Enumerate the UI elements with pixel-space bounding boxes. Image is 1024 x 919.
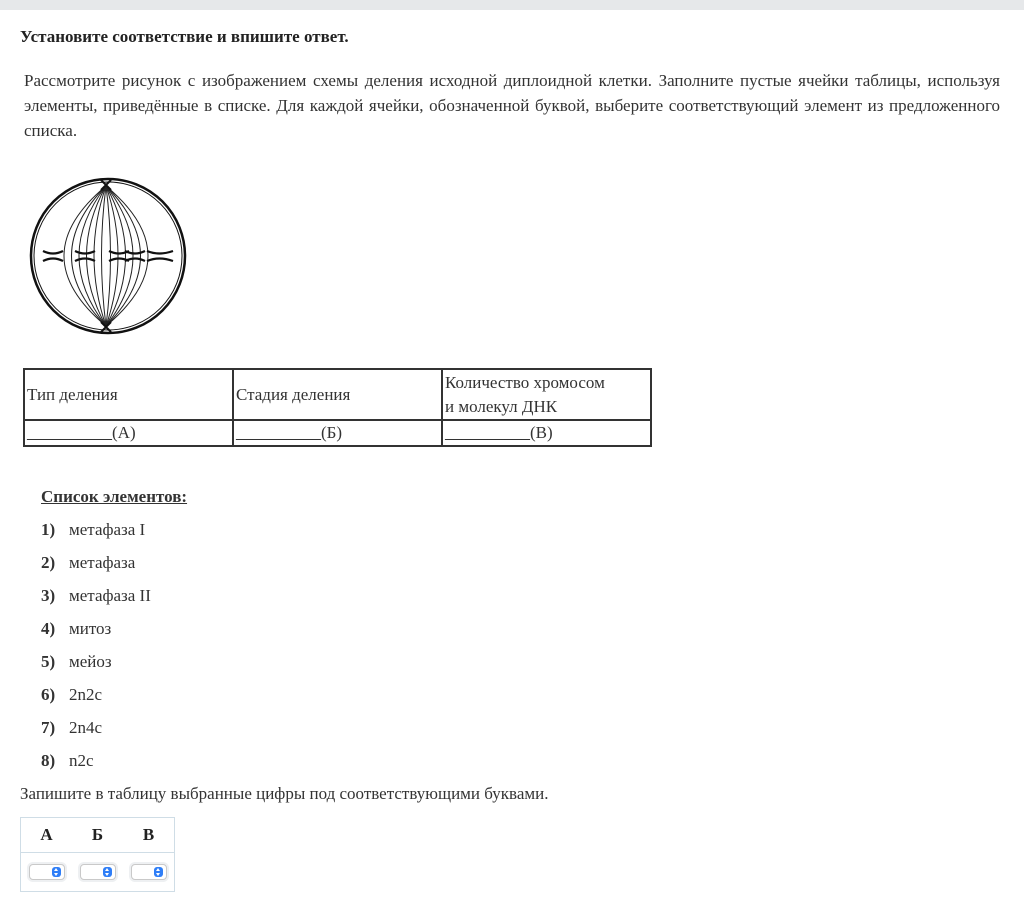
item-text: митоз — [69, 619, 112, 638]
item-text: метафаза I — [69, 520, 146, 539]
answer-select-a[interactable] — [29, 864, 65, 880]
header-division-stage: Стадия деления — [233, 369, 442, 420]
task-heading: Установите соответствие и впишите ответ. — [20, 27, 349, 46]
item-text: 2n4c — [69, 718, 103, 737]
answer-letter-a: А — [40, 825, 53, 844]
task-description: Рассмотрите рисунок с изображением схемы деления исходной диплоидной клетки. Заполните пустые ячейки таблицы, используя элементы, приведённые в списке. Для каждой ячейки, обозначенной буквой, выберите соответствующий элемент из предложенного списка. — [24, 71, 1000, 140]
blank-line: __________ — [27, 423, 112, 442]
select-arrows-icon — [52, 867, 61, 877]
answer-letter-b: Б — [91, 825, 104, 844]
list-item — [41, 520, 151, 553]
item-number: 2) — [41, 553, 56, 572]
elements-list-title: Список элементов: — [41, 487, 188, 506]
select-arrows-icon — [103, 867, 112, 877]
select-arrows-icon — [154, 867, 163, 877]
top-bar — [0, 0, 1024, 10]
item-number: 5) — [41, 652, 56, 671]
cell-v — [442, 420, 651, 446]
blank-line: __________ — [236, 423, 321, 442]
header-chromosome-line1: Количество хромосом — [445, 372, 605, 392]
item-text: n2c — [69, 751, 94, 770]
cell-a-label: (А) — [112, 423, 136, 442]
blank-line: __________ — [445, 423, 530, 442]
list-item — [41, 751, 151, 784]
item-number: 4) — [41, 619, 56, 638]
list-item — [41, 553, 151, 586]
item-number: 7) — [41, 718, 56, 737]
answer-select-row — [21, 853, 174, 891]
list-item — [41, 619, 151, 652]
list-item — [41, 718, 151, 751]
item-number: 8) — [41, 751, 56, 770]
item-number: 1) — [41, 520, 56, 539]
list-item — [41, 685, 151, 718]
item-text: 2n2c — [69, 685, 103, 704]
cell-v-label: (В) — [530, 423, 553, 442]
header-chromosome-line2: и молекул ДНК — [445, 396, 558, 416]
cell-a — [24, 420, 233, 446]
header-chromosome-count — [442, 369, 651, 420]
item-text: метафаза — [69, 553, 136, 572]
header-division-type: Тип деления — [24, 369, 233, 420]
list-item — [41, 652, 151, 685]
cell-b-label: (Б) — [321, 423, 343, 442]
elements-list — [41, 520, 151, 784]
item-text: мейоз — [69, 652, 112, 671]
answer-table — [20, 817, 175, 892]
item-text: метафаза II — [69, 586, 151, 605]
answer-instruction: Запишите в таблицу выбранные цифры под соответствующими буквами. — [20, 784, 549, 803]
cell-division-figure — [27, 172, 189, 338]
cell-b — [233, 420, 442, 446]
answer-select-v[interactable] — [131, 864, 167, 880]
item-number: 3) — [41, 586, 56, 605]
answer-letter-v: В — [142, 825, 155, 844]
list-item — [41, 586, 151, 619]
answer-header-row — [21, 818, 174, 853]
item-number: 6) — [41, 685, 56, 704]
task-table — [23, 368, 652, 447]
answer-select-b[interactable] — [80, 864, 116, 880]
